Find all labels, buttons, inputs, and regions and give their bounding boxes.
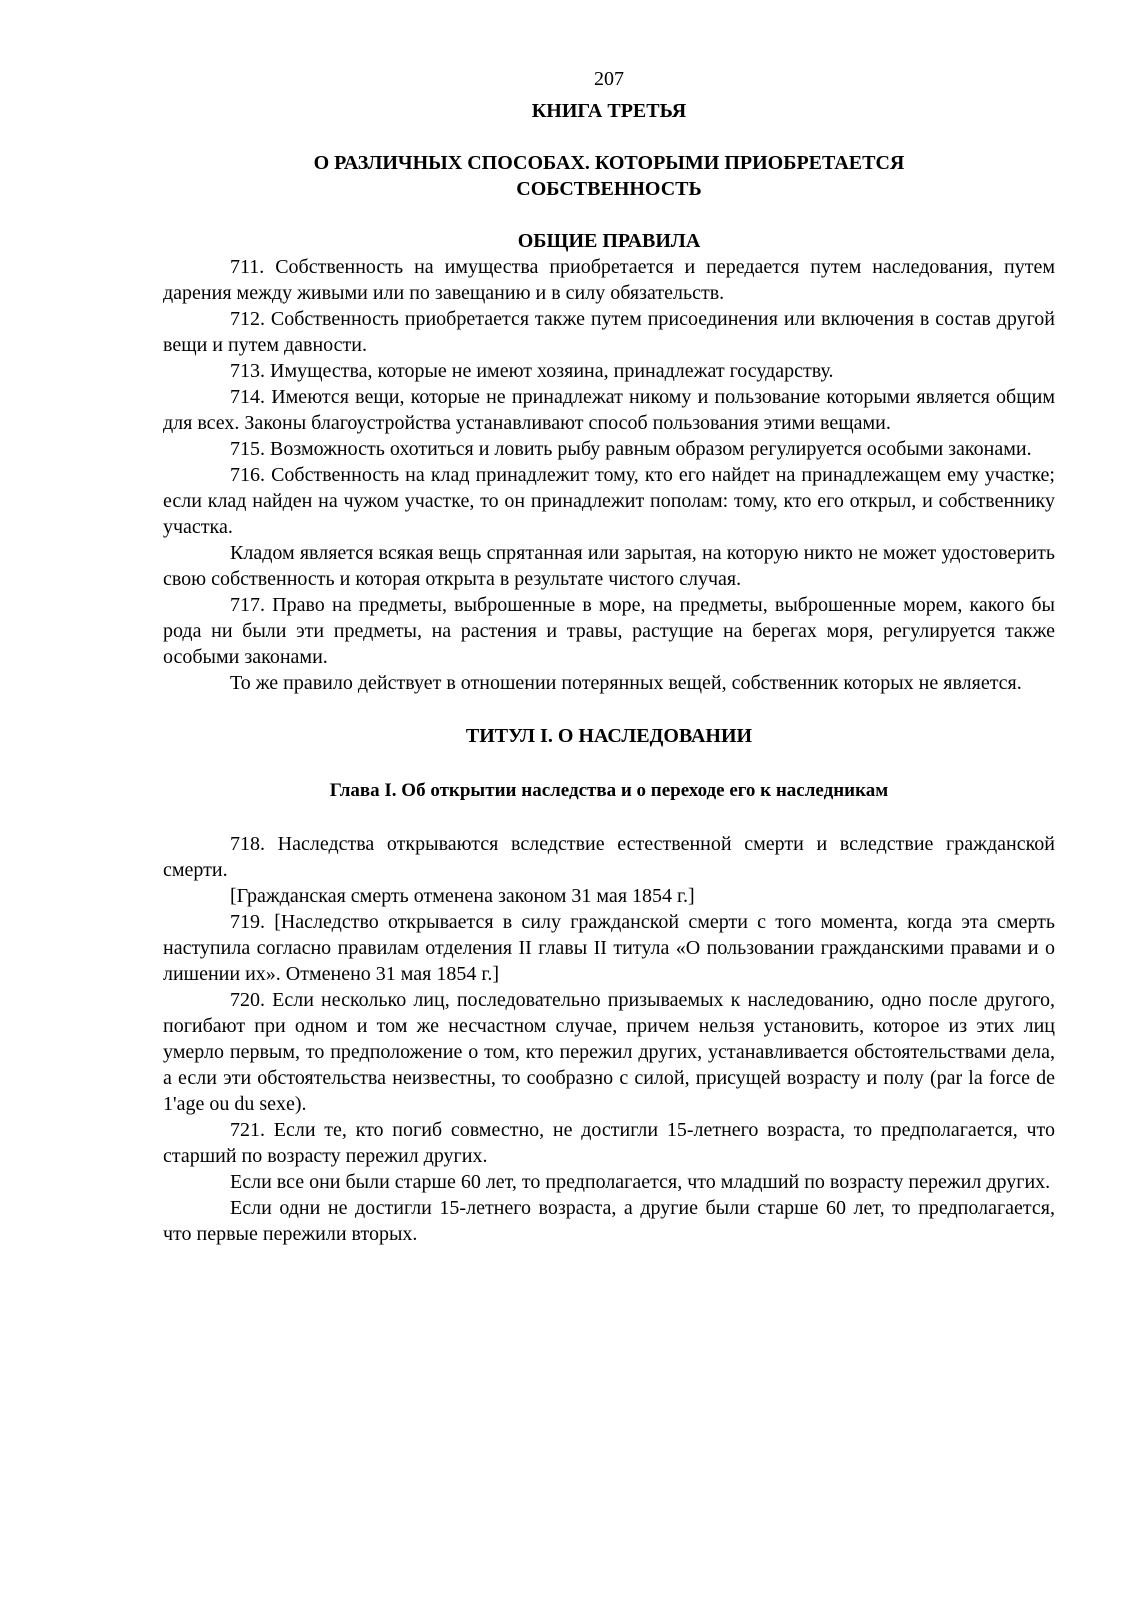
section-title-line-1: О РАЗЛИЧНЫХ СПОСОБАХ. КОТОРЫМИ ПРИОБРЕТАЕТСЯ xyxy=(313,152,905,174)
chapter-heading: Глава I. Об открытии наследства и о переходе его к наследникам xyxy=(329,780,889,801)
section-title xyxy=(163,150,1055,202)
book-title: КНИГА ТРЕТЬЯ xyxy=(531,100,687,122)
article-712: 712. Собственность приобретается также путем присоединения или включения в состав другой вещи и путем давности. xyxy=(163,308,1055,356)
article-721-part-2: Если все они были старше 60 лет, то предполагается, что младший по возрасту пережил других. xyxy=(230,1171,1051,1193)
section-title-line-2: СОБСТВЕННОСТЬ xyxy=(516,178,702,200)
article-717: 717. Право на предметы, выброшенные в море, на предметы, выброшенные морем, какого бы рода ни были эти предметы, на растения и травы, растущие на берегах моря, регулируется также особыми законами. xyxy=(163,594,1055,668)
article-717-part-2: То же правило действует в отношении потерянных вещей, собственник которых не является. xyxy=(230,672,1022,694)
article-714: 714. Имеются вещи, которые не принадлежат никому и пользование которыми является общим для всех. Законы благоустройства устанавливают способ пользования этими вещами. xyxy=(163,386,1055,434)
article-721: 721. Если те, кто погиб совместно, не достигли 15-летнего возраста, то предполагается, что старший по возрасту пережил других. xyxy=(163,1119,1055,1167)
article-711: 711. Собственность на имущества приобретается и передается путем наследования, путем дарения между живыми или по завещанию и в силу обязательств. xyxy=(163,256,1055,304)
article-716: 716. Собственность на клад принадлежит тому, кто его найдет на принадлежащем ему участке; если клад найден на чужом участке, то он принадлежит пополам: тому, кто его открыл, и собственнику участка. xyxy=(163,464,1055,538)
article-720: 720. Если несколько лиц, последовательно призываемых к наследованию, одно после другого, погибают при одном и том же несчастном случае, причем нельзя установить, которое из этих лиц умерло первым, то предположение о том, кто пережил других, устанавливается обстоятельствами дела, а если эти обстоятельства неизвестны, то сообразно с силой, присущей возрасту и полу (par la force de 1'age ou du sexe). xyxy=(163,989,1055,1115)
article-716-part-2: Кладом является всякая вещь спрятанная или зарытая, на которую никто не может удостоверить свою собственность и которая открыта в результате чистого случая. xyxy=(163,542,1055,590)
article-719: 719. [Наследство открывается в силу гражданской смерти с того момента, когда эта смерть наступила согласно правилам отделения II главы II титула «О пользовании гражданскими правами и о лишении их». Отменено 31 мая 1854 г.] xyxy=(163,911,1055,985)
title-heading: ТИТУЛ I. О НАСЛЕДОВАНИИ xyxy=(465,725,753,747)
article-715: 715. Возможность охотиться и ловить рыбу равным образом регулируется особыми законами. xyxy=(230,438,1032,460)
article-713: 713. Имущества, которые не имеют хозяина, принадлежат государству. xyxy=(230,360,834,382)
page-content xyxy=(163,66,1055,1247)
article-721-part-3: Если одни не достигли 15-летнего возраста, а другие были старше 60 лет, то предполагается, что первые пережили вторых. xyxy=(163,1197,1055,1245)
page-number: 207 xyxy=(594,68,624,90)
article-718-note: [Гражданская смерть отменена законом 31 мая 1854 г.] xyxy=(230,885,695,907)
article-718: 718. Наследства открываются вследствие естественной смерти и вследствие гражданской смерти. xyxy=(163,833,1055,881)
general-rules-heading: ОБЩИЕ ПРАВИЛА xyxy=(517,230,701,252)
